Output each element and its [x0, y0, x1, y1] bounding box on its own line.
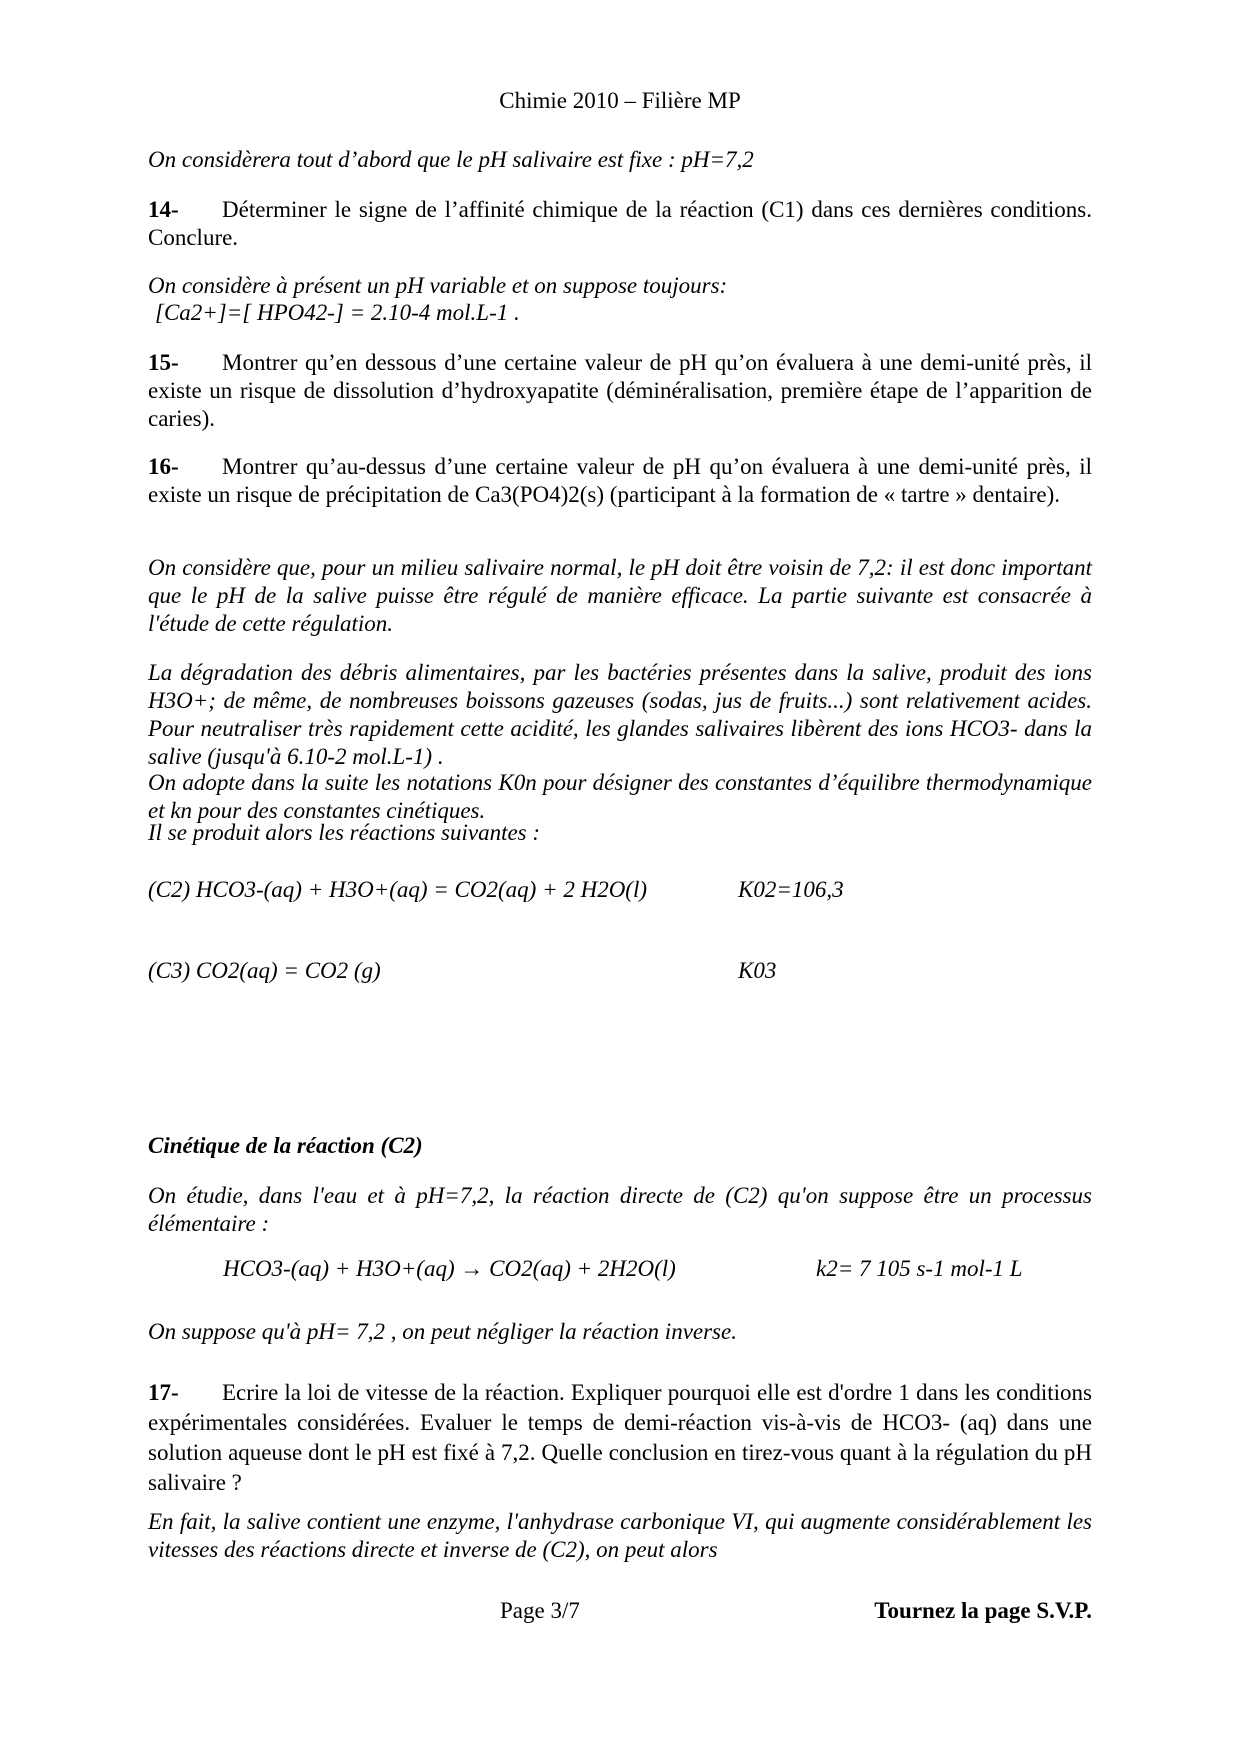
- equation-c2: (C2) HCO3-(aq) + H3O+(aq) = CO2(aq) + 2 H2O(l): [148, 877, 648, 902]
- notations-paragraph: On adopte dans la suite les notations K0n pour désigner des constantes d’équilibre thermodynamique et kn pour des constantes cinétiques.: [148, 770, 1092, 823]
- enzyme-paragraph: En fait, la salive contient une enzyme, l'anhydrase carbonique VI, qui augmente considérablement les vitesses des réactions directe et inverse de (C2), on peut alors: [148, 1509, 1092, 1562]
- equation-c3: (C3) CO2(aq) = CO2 (g): [148, 958, 381, 983]
- question-17-number: 17-: [148, 1380, 179, 1405]
- question-17: [148, 1378, 1092, 1498]
- intro-ph-fixe: On considèrera tout d’abord que le pH salivaire est fixe : pH=7,2: [148, 147, 754, 172]
- page-header: Chimie 2010 – Filière MP: [499, 88, 741, 113]
- question-16: [148, 453, 1092, 509]
- kinetics-heading: Cinétique de la réaction (C2): [148, 1133, 423, 1158]
- kinetics-intro: On étudie, dans l'eau et à pH=7,2, la réaction directe de (C2) qu'on suppose être un processus élémentaire :: [148, 1183, 1092, 1236]
- ph-variable-line1: On considère à présent un pH variable et on suppose toujours:: [148, 273, 728, 298]
- reactions-intro: Il se produit alors les réactions suivantes :: [148, 820, 541, 845]
- question-16-text: Montrer qu’au-dessus d’une certaine valeur de pH qu’on évaluera à une demi-unité près, il existe un risque de précipitation de Ca3(PO4)2(s) (participant à la formation de « tartre » dentaire).: [148, 454, 1092, 507]
- equation-direct: HCO3-(aq) + H3O+(aq) → CO2(aq) + 2H2O(l): [223, 1256, 676, 1281]
- degradation-paragraph: La dégradation des débris alimentaires, par les bactéries présentes dans la salive, produit des ions H3O+; de même, de nombreuses boissons gazeuses (sodas, jus de fruits...) sont relativement acides. Pour neutraliser très rapidement cette acidité, les glandes salivaires libèrent des ions HCO3- dans la salive (jusqu'à 6.10-2 mol.L-1) .: [148, 660, 1092, 769]
- page-number: Page 3/7: [500, 1598, 580, 1623]
- question-15-number: 15-: [148, 350, 179, 375]
- equation-c3-constant: K03: [738, 958, 777, 983]
- equation-c2-constant: K02=106,3: [738, 877, 844, 902]
- question-15: [148, 349, 1092, 433]
- turn-page-note: Tournez la page S.V.P.: [874, 1598, 1092, 1623]
- question-17-text: Ecrire la loi de vitesse de la réaction. Expliquer pourquoi elle est d'ordre 1 dans les conditions expérimentales considérées. Evaluer le temps de demi-réaction vis-à-vis de HCO3- (aq) dans une solution aqueuse dont le pH est fixé à 7,2. Quelle conclusion en tirez-vous quant à la régulation du pH salivaire ?: [148, 1380, 1092, 1495]
- concentration-formula: [155, 299, 1099, 327]
- question-15-text: Montrer qu’en dessous d’une certaine valeur de pH qu’on évaluera à une demi-unité près, il existe un risque de dissolution d’hydroxyapatite (déminéralisation, première étape de l’apparition de caries).: [148, 350, 1092, 431]
- question-14-number: 14-: [148, 197, 179, 222]
- inverse-neglect: On suppose qu'à pH= 7,2 , on peut négliger la réaction inverse.: [148, 1319, 737, 1344]
- concentration-formula-text: [Ca2+]=[ HPO42-] = 2.10-4 mol.L-1 .: [155, 300, 520, 325]
- question-14-text: Déterminer le signe de l’affinité chimique de la réaction (C1) dans ces dernières conditions. Conclure.: [148, 197, 1092, 250]
- equation-direct-constant: k2= 7 105 s-1 mol-1 L: [816, 1256, 1023, 1281]
- salivaire-normal: On considère que, pour un milieu salivaire normal, le pH doit être voisin de 7,2: il est donc important que le pH de la salive puisse être régulé de manière efficace. La partie suivante est consacrée à l'étude de cette régulation.: [148, 555, 1092, 636]
- question-16-number: 16-: [148, 454, 179, 479]
- question-14: [148, 196, 1092, 252]
